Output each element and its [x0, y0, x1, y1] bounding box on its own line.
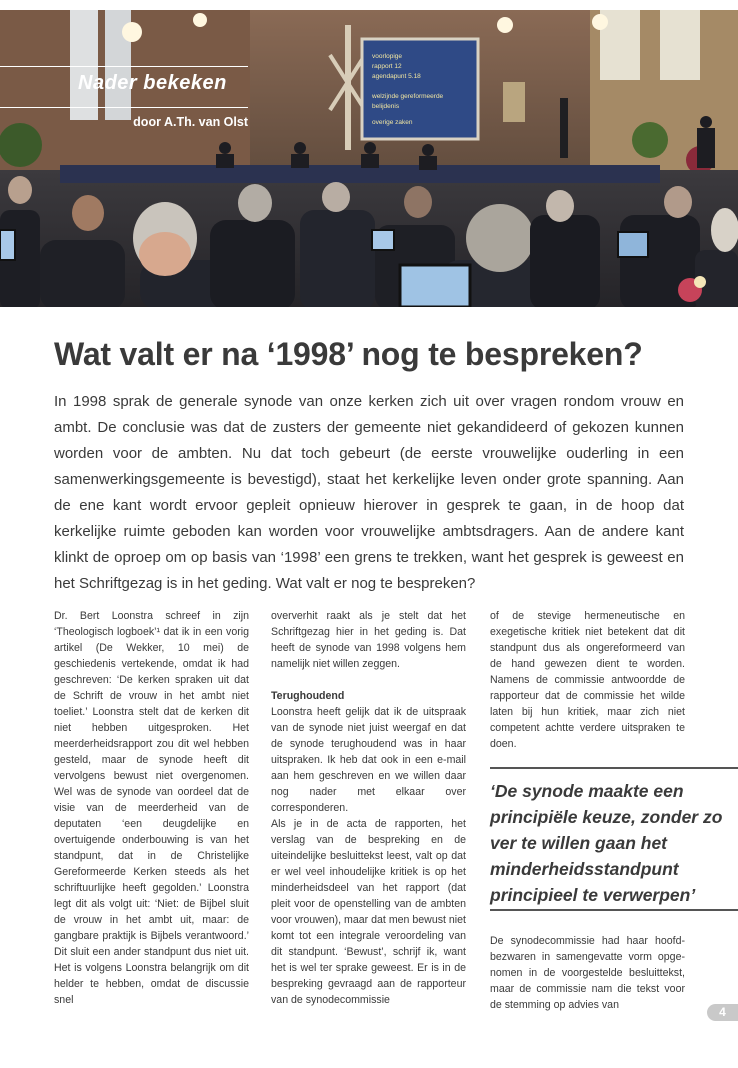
column-title: Nader bekeken: [78, 72, 227, 94]
title-rule-top: [0, 66, 248, 67]
body-paragraph: Loonstra heeft gelijk dat ik de uitspraak van de synode niet juist weergaf en dat de synode terughoudend was in haar uitspraken. Ik heb dat ook in een e-mail aan hem geschreven en we willen daar nog nader met elkaar over corresponderen.: [271, 706, 466, 814]
hero-photo: [0, 10, 738, 307]
body-column-3-continued: [490, 933, 685, 1013]
page-number: 4: [707, 1004, 738, 1021]
byline: door A.Th. van Olst: [133, 115, 248, 129]
screen-line-3: agendapunt 5.18: [372, 73, 421, 80]
body-paragraph: De synodecommissie had haar hoofdbezwaren in samengevatte vorm opgenomen in de voorgestelde besluittekst, maar de commissie nam die tekst voor de stemming op advies van: [490, 935, 685, 1011]
pull-quote: [490, 767, 738, 911]
screen-line-5: belijdenis: [372, 103, 400, 110]
synod-meeting-photo: [0, 10, 738, 307]
article-intro: In 1998 sprak de generale synode van onze kerken zich uit over vragen rondom vrouw en ambt. De conclusie was dat de zusters der gemeente niet gekandideerd of gekozen kunnen worden voor de ambten. Nu dat toch gebeurt (de eerste vrouwelijke ouderling in een samenwerkingsgemeente is bevestigd), staat het kerkelijke leven onder grote spanning. Aan de ene kant wordt ervoor gepleit opnieuw hierover in gesprek te gaan, in de hoop dat kerkelijke ruimte geboden kan worden voor vrouwelijke ambtsdragers. Aan de andere kant klinkt de oproep om op basis van ‘1998’ een grens te trekken, want het gesprek is geweest en het Schriftgezag is in het geding. Wat valt er nog te bespreken?: [54, 393, 684, 592]
body-paragraph: oververhit raakt als je stelt dat het Schriftgezag hier in het geding is. Dat heeft de synode van 1998 volgens hem namelijk niet willen zeggen.: [271, 610, 466, 670]
title-rule-bottom: [0, 107, 248, 108]
body-paragraph: Dr. Bert Loonstra schreef in zijn ‘Theologisch logboek’¹ dat ik in een vorig artikel (De Wekker, 10 mei) de geschiedenis vertekende, omdat ik had geschreven: ‘De kerken spraken uit dat de Schrift de vrouw in het ambt niet toeliet.’ Loonstra stelt dat de kerken dit niet hebben uitgesproken. Het meerderheidsrapport zou dit wel hebben gesteld, maar de synode heeft dit vervolgens bewust niet overgenomen. Wel was de synode van oordeel dat de visie van de meerderheid van de deputaten ‘een deugdelijke en overtuigende onderbouwing is van het standpunt, dat in de Christelijke Gereformeerde Kerken steeds als het schriftuurlijke heeft gegolden.’ Loonstra legt dit als volgt uit: ‘Niet: de Bijbel sluit de vrouw in het ambt uit, maar: de gangbare praktijk is Bijbels verantwoord.’ Dit sluit een ander standpunt dus niet uit. Het is volgens Loonstra belangrijk om dit helder te hebben, omdat de discussie snel: [54, 610, 249, 1006]
pull-quote-text: ‘De synode maakte een principiële keuze, zonder zo ver te willen gaan het minderheidsstandpunt principieel te verwerpen’: [490, 781, 723, 905]
screen-line-6: overige zaken: [372, 119, 413, 126]
body-paragraph: Als je in de acta de rapporten, het verslag van de bespreking en de uiteindelijke besluittekst leest, valt op dat er wel veel inhoudelijke kritiek is op het minderheidsdeel van het rapport (dat pleit voor de openstelling van de ambten voor vrouwen), maar dat men bewust niet komt tot een integrale veroordeling van dit standpunt. ‘Bewust’, schrijf ik, want het is wel ter sprake geweest. Er is in de bespreking gevraagd aan de rapporteur van de synodecommissie: [271, 818, 466, 1006]
screen-line-2: rapport 12: [372, 63, 402, 70]
body-column-3: [490, 608, 685, 752]
screen-line-1: voorlopige: [372, 53, 402, 60]
section-subhead: Terughoudend: [271, 690, 345, 702]
body-column-1: [54, 608, 249, 1008]
article-headline: Wat valt er na ‘1998’ nog te bespreken?: [54, 336, 643, 372]
body-column-2: [271, 608, 466, 1008]
screen-line-4: welzijnde gereformeerde: [372, 93, 444, 100]
body-paragraph: of de stevige hermeneutische en exegetische kritiek niet betekent dat dit standpunt dus als ongereformeerd van de hand gewezen dient te worden. Namens de commissie antwoordde de rapporteur dat de commissie het wilde laten bij hun kritiek, maar zich niet competent achtte verdere uitspraken te doen.: [490, 610, 685, 750]
